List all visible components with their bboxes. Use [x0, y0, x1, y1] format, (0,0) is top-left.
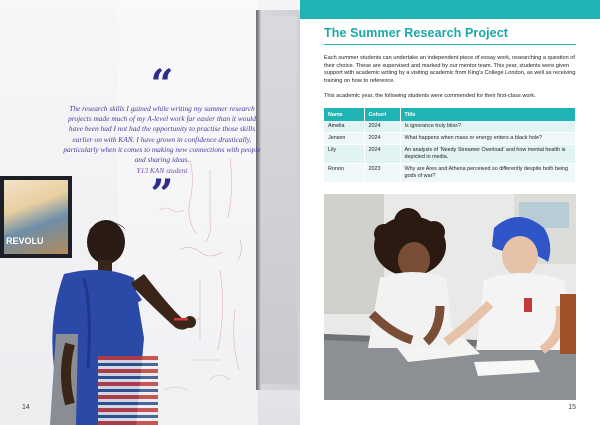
cell-cohort: 2024 [364, 133, 400, 145]
cell-name: Jensen [324, 133, 364, 145]
students-working-photo [324, 194, 576, 400]
cell-name: Lily [324, 145, 364, 164]
student-quote [62, 61, 262, 219]
table-row [324, 145, 576, 164]
cell-title: An analysis of ‘Needy Streamer Overload’ and how mental health is depicted in media. [400, 145, 576, 164]
column-header-title: Title [400, 108, 576, 121]
title-divider [324, 44, 576, 45]
quote-text: The research skills I gained while writing my summer research projects made much of my A-level work far easier than it would have been had I not had the opportunity to practise those skills earlier on with KAN. I have grown in confidence drastically, particularly when it comes to making new connections with people and sharing ideas. [63, 104, 261, 165]
cell-title: Is ignorance truly bliss? [400, 121, 576, 133]
open-quote-mark: “ [150, 61, 174, 108]
column-header-name: Name [324, 108, 364, 121]
cell-title: What happens when mass or energy enters a black hole? [400, 133, 576, 145]
cell-name: Ronon [324, 164, 364, 183]
close-quote-mark: ” [150, 171, 174, 219]
commended-intro: This academic year, the following students were commended for their first-class work. [324, 93, 536, 99]
intro-paragraph: Each summer students can undertake an independent piece of essay work, researching a question of their choice. These are supervised and marked by our mentor team. This year, students were given support with academic writing by a visiting academic from King’s College London, as well as receiving training on how to reference. [324, 55, 576, 84]
header-band [300, 0, 600, 19]
cell-cohort: 2024 [364, 145, 400, 164]
cell-title: Why are Ares and Athena perceived so differently despite both being gods of war? [400, 164, 576, 183]
cell-cohort: 2023 [364, 164, 400, 183]
cell-cohort: 2024 [364, 121, 400, 133]
commended-students-table [324, 108, 576, 183]
page-number-right: 15 [568, 404, 576, 411]
door-frame [256, 10, 300, 390]
page-title: The Summer Research Project [324, 26, 509, 40]
quote-attribution: Y13 KAN student [136, 166, 188, 176]
right-page [300, 0, 600, 425]
cell-name: Amelia [324, 121, 364, 133]
table-row [324, 121, 576, 133]
book-stack [98, 356, 158, 425]
table-row [324, 133, 576, 145]
table-row [324, 164, 576, 183]
page-number-left: 14 [22, 404, 30, 411]
column-header-cohort: Cohort [364, 108, 400, 121]
table-header-row [324, 108, 576, 121]
